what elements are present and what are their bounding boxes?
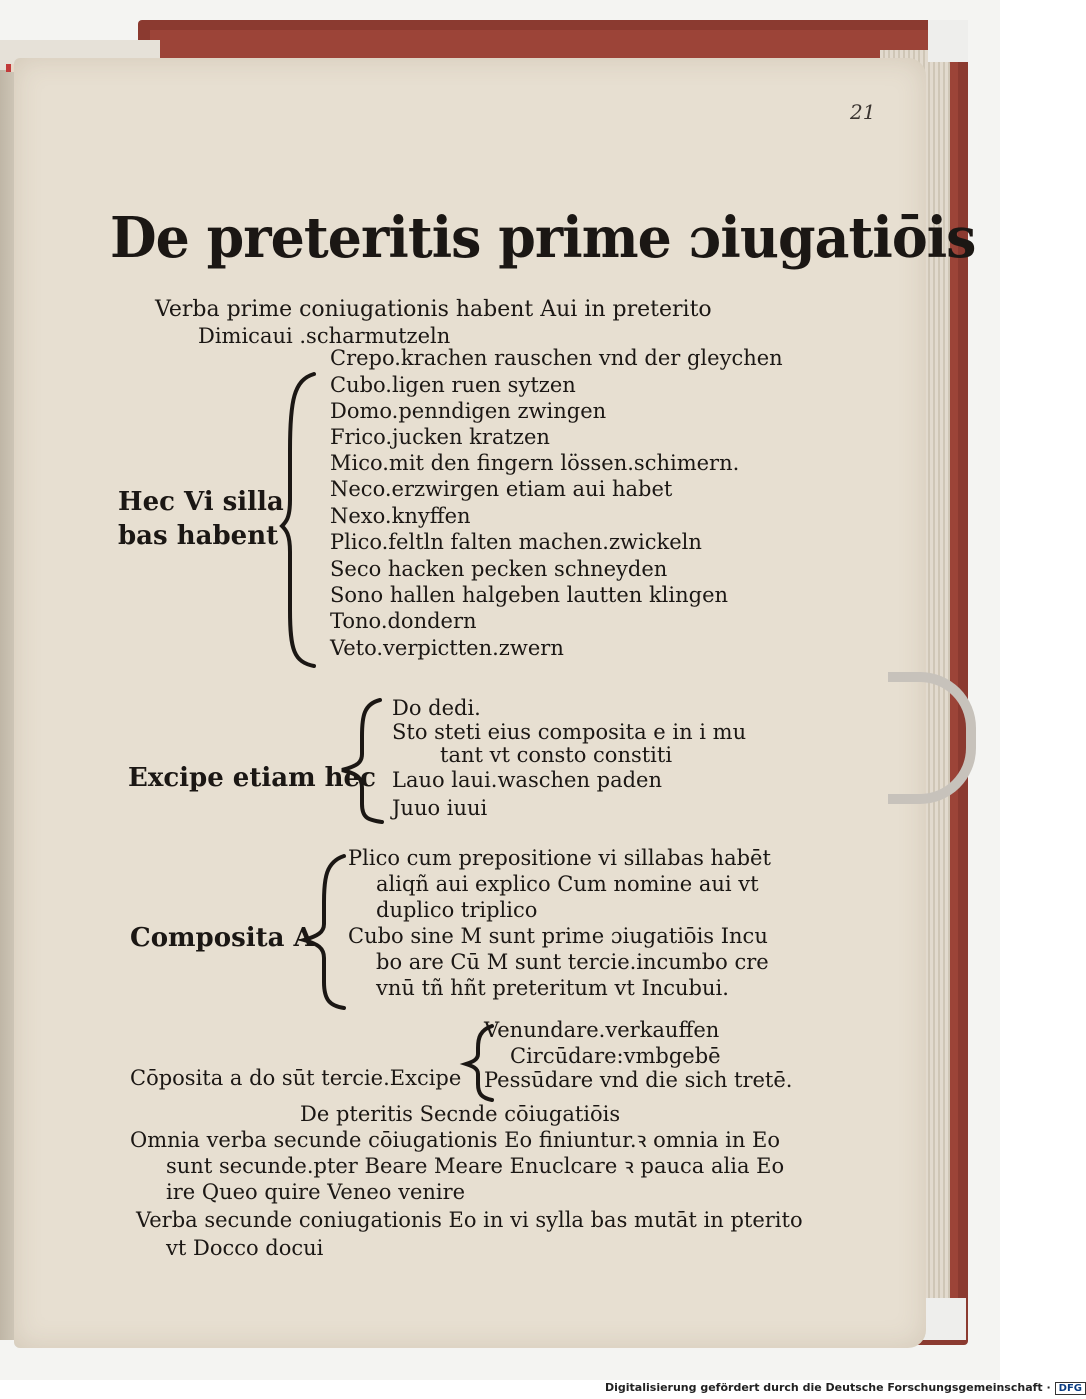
- dfg-logo: DFG: [1055, 1382, 1086, 1395]
- section2-line: vt Docco docui: [166, 1236, 324, 1260]
- group1-item: Frico.jucken kratzen: [330, 425, 550, 449]
- group4-item: Circūdare:vmbgebē: [510, 1044, 721, 1068]
- group1-item: Nexo.knyffen: [330, 504, 471, 528]
- group3-item: vnū tñ hñt preteritum vt Incubui.: [376, 976, 729, 1000]
- group2-item: Lauo laui.waschen paden: [392, 768, 663, 792]
- section2-line: Verba secunde coniugationis Eo in vi sylla bas mutāt in pterito: [136, 1208, 803, 1232]
- group4-label: Cōposita a do sūt tercie.Excipe: [130, 1066, 462, 1090]
- section2-line: Omnia verba secunde cōiugationis Eo finiuntur.ꝛ omnia in Eo: [130, 1128, 781, 1152]
- group1-label: bas habent: [118, 521, 279, 551]
- group1-item: Crepo.krachen rauschen vnd der gleychen: [330, 346, 783, 370]
- digitization-credit: [605, 1381, 1086, 1395]
- section2-line: sunt secunde.pter Beare Meare Enuclcare ꝛ pauca alia Eo: [166, 1154, 785, 1178]
- section2-heading: De pteritis Secnde cōiugatiōis: [300, 1102, 621, 1126]
- group1-item: Cubo.ligen ruen sytzen: [330, 373, 576, 397]
- group1-item: Plico.feltln falten machen.zwickeln: [330, 530, 702, 554]
- group4-item: Pessūdare vnd die sich tretē.: [484, 1068, 793, 1092]
- group3-label: Composita A: [130, 923, 314, 953]
- page-number: 21: [850, 100, 876, 124]
- group1-brace: [280, 370, 320, 670]
- group2-item: Do dedi.: [392, 696, 481, 720]
- group3-brace: [300, 852, 348, 1012]
- group1-item: Domo.penndigen zwingen: [330, 399, 607, 423]
- group2-item: Juuo iuui: [392, 796, 488, 820]
- group2-brace: [338, 696, 386, 826]
- page-title: De preteritis prime ɔiugatiōis: [110, 205, 976, 271]
- group1-item: Neco.erzwirgen etiam aui habet: [330, 477, 673, 501]
- group2-item: Sto steti eius composita e in i mu: [392, 720, 747, 744]
- section2-line: ire Queo quire Veneo venire: [166, 1180, 466, 1204]
- group1-item: Veto.verpictten.zwern: [330, 636, 564, 660]
- intro-line: Verba prime coniugationis habent Aui in preterito: [155, 297, 712, 322]
- group1-item: Mico.mit den fingern lössen.schimern.: [330, 451, 740, 475]
- group3-item: Cubo sine M sunt prime ɔiugatiōis Incu: [348, 924, 768, 948]
- group3-item: aliqñ aui explico Cum nomine aui vt: [376, 872, 759, 896]
- group1-item: Seco hacken pecken schneyden: [330, 557, 668, 581]
- group4-item: Venundare.verkauffen: [484, 1018, 720, 1042]
- intro-line: Dimicaui .scharmutzeln: [198, 324, 451, 348]
- group3-item: bo are Cū M sunt tercie.incumbo cre: [376, 950, 769, 974]
- group2-item: tant vt consto constiti: [440, 743, 673, 767]
- credit-text: Digitalisierung gefördert durch die Deutsche Forschungsgemeinschaft ·: [605, 1381, 1051, 1394]
- group2-label: Excipe etiam hec: [128, 763, 376, 793]
- group1-item: Tono.dondern: [330, 609, 477, 633]
- corner-protector-top: [928, 20, 968, 62]
- group1-label: Hec Vi silla: [118, 487, 284, 517]
- group1-item: Sono hallen halgeben lautten klingen: [330, 583, 729, 607]
- group3-item: duplico triplico: [376, 898, 538, 922]
- group3-item: Plico cum prepositione vi sillabas habēt: [348, 846, 771, 870]
